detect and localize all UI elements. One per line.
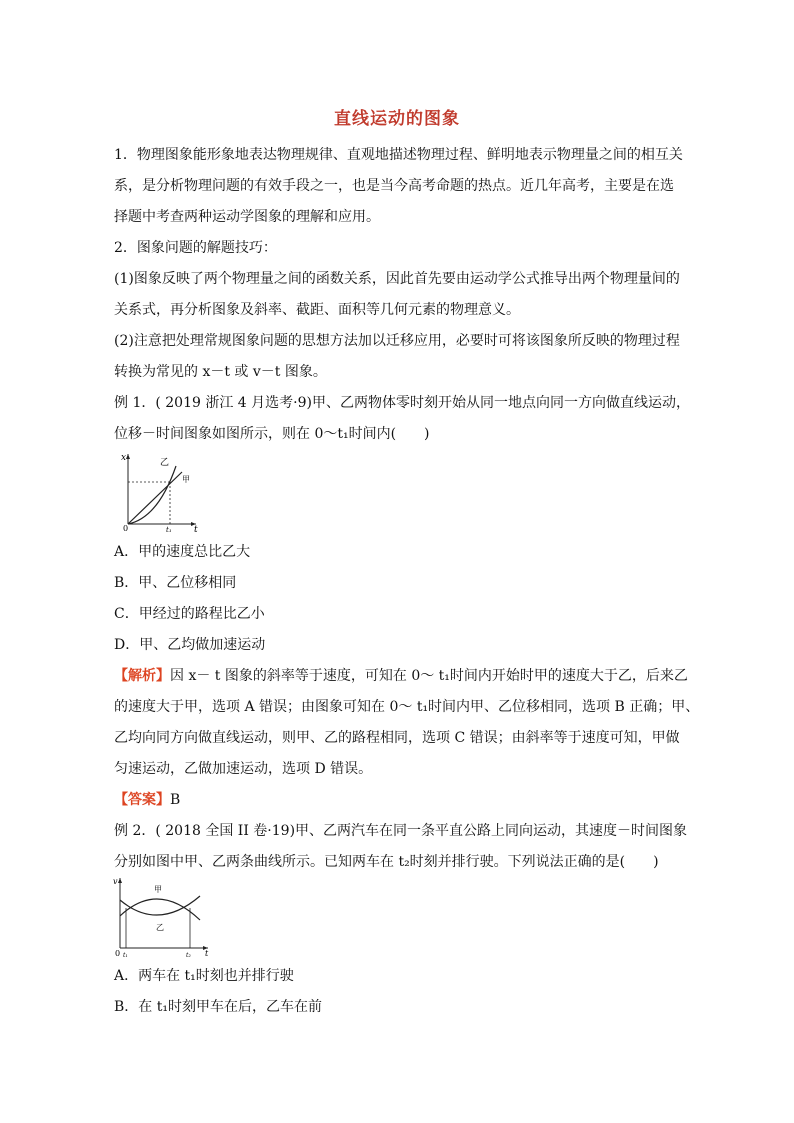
y-axis-label: x bbox=[121, 453, 127, 463]
curve-yi bbox=[128, 466, 176, 524]
text-line: 2．图象问题的解题技巧： bbox=[114, 240, 277, 256]
option-a: A．甲的速度总比乙大 bbox=[114, 544, 251, 560]
label-yi: 乙 bbox=[160, 458, 170, 468]
t1-label: t₁ bbox=[166, 526, 172, 532]
page-title: 直线运动的图象 bbox=[334, 109, 460, 129]
option-c: C．甲经过的路程比乙小 bbox=[114, 606, 265, 622]
text-line: 位移－时间图象如图所示，则在 0～t₁时间内( ) bbox=[114, 426, 430, 442]
text-line: 系，是分析物理问题的有效手段之一，也是当今高考命题的热点。近几年高考，主要是在选 bbox=[114, 178, 674, 194]
text-line: 转换为常见的 x－t 或 v－t 图象。 bbox=[114, 364, 327, 380]
origin-label: 0 bbox=[123, 524, 129, 532]
y-axis-label: v bbox=[113, 877, 118, 886]
analysis-label: 【解析】 bbox=[114, 668, 170, 684]
text-line: 例 1．( 2019 浙江 4 月选考·9)甲、乙两物体零时刻开始从同一地点向同一方向做直线运动， bbox=[114, 395, 690, 411]
label-jia: 甲 bbox=[154, 885, 162, 894]
answer-text: B bbox=[170, 792, 181, 808]
label-yi: 乙 bbox=[156, 923, 164, 932]
text-line: (1)图象反映了两个物理量之间的函数关系，因此首先要由运动学公式推导出两个物理量间的 bbox=[114, 271, 680, 287]
line-jia bbox=[128, 472, 182, 524]
curve-jia bbox=[120, 899, 200, 920]
vt-graph bbox=[112, 874, 212, 960]
analysis-text: 因 x－ t 图象的斜率等于速度，可知在 0～ t₁时间内开始时甲的速度大于乙，后来乙 bbox=[170, 668, 688, 684]
option-b: B．在 t₁时刻甲车在后，乙车在前 bbox=[114, 999, 322, 1015]
option-d: D．甲、乙均做加速运动 bbox=[114, 637, 266, 653]
text-line: 关系式，再分析图象及斜率、截距、面积等几何元素的物理意义。 bbox=[114, 302, 520, 318]
answer-label: 【答案】 bbox=[114, 792, 170, 808]
text-line: 分别如图中甲、乙两条曲线所示。已知两车在 t₂时刻并排行驶。下列说法正确的是( ) bbox=[114, 854, 659, 870]
x-axis-arrow bbox=[126, 454, 130, 459]
x-axis-label: t bbox=[205, 949, 209, 958]
analysis-line bbox=[114, 666, 688, 686]
xt-graph bbox=[118, 450, 200, 532]
text-line: 的速度大于甲，选项 A 错误；由图象可知在 0～ t₁时间内甲、乙位移相同，选项 B 正确；甲、 bbox=[114, 699, 700, 715]
v-axis-arrow bbox=[118, 878, 122, 883]
option-a: A．两车在 t₁时刻也并排行驶 bbox=[114, 968, 294, 984]
text-line: (2)注意把处理常规图象问题的思想方法加以迁移应用，必要时可将该图象所反映的物理过程 bbox=[114, 333, 680, 349]
x-axis-label: t bbox=[194, 525, 198, 532]
text-line: 择题中考查两种运动学图象的理解和应用。 bbox=[114, 209, 380, 225]
t2-label: t₂ bbox=[186, 952, 191, 959]
label-jia: 甲 bbox=[182, 475, 190, 484]
text-line: 例 2．( 2018 全国 II 卷·19)甲、乙两汽车在同一条平直公路上同向运动，其速度－时间图象 bbox=[114, 823, 688, 839]
text-line: 1．物理图象能形象地表达物理规律、直观地描述物理过程、鲜明地表示物理量之间的相互关 bbox=[114, 147, 683, 163]
option-b: B．甲、乙位移相同 bbox=[114, 575, 237, 591]
t1-label: t₁ bbox=[123, 952, 128, 959]
text-line: 匀速运动，乙做加速运动，选项 D 错误。 bbox=[114, 761, 373, 777]
answer-line bbox=[114, 790, 684, 810]
origin-label: 0 bbox=[115, 949, 121, 958]
text-line: 乙均向同方向做直线运动，则甲、乙的路程相同，选项 C 错误；由斜率等于速度可知，甲做 bbox=[114, 730, 680, 746]
